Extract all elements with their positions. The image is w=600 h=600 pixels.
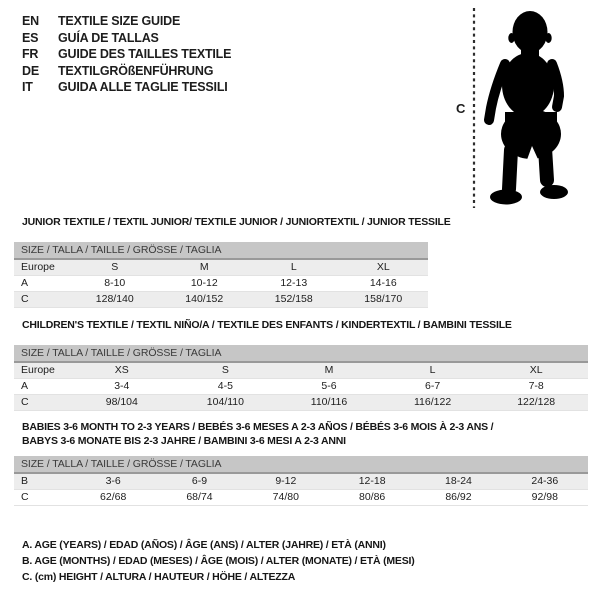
height-label-c: C	[456, 101, 466, 116]
language-label: GUÍA DE TALLAS	[58, 30, 159, 45]
size-cell: 122/128	[517, 396, 556, 408]
language-row	[22, 79, 231, 96]
size-cell: XS	[114, 364, 129, 376]
language-code: EN	[22, 14, 39, 28]
language-row	[22, 13, 231, 30]
size-cell: 6-7	[424, 380, 441, 392]
language-header	[22, 13, 231, 96]
table-row	[14, 260, 428, 276]
size-header-bar: SIZE / TALLA / TAILLE / GRÖSSE / TAGLIA	[14, 456, 588, 474]
size-cell: M	[199, 261, 209, 273]
table-row	[14, 276, 428, 292]
legend-line-a: A. AGE (YEARS) / EDAD (AÑOS) / ÂGE (ANS) / ALTER (JAHRE) / ETÀ (ANNI)	[22, 539, 386, 551]
size-cell: XL	[529, 364, 543, 376]
language-code: ES	[22, 30, 39, 45]
section-title-line: BABIES 3-6 MONTH TO 2-3 YEARS / BEBÉS 3-6 MESES A 2-3 AÑOS / BÉBÉS 3-6 MOIS À 2-3 ANS /	[22, 421, 494, 433]
section-title	[22, 215, 592, 229]
size-cell: 80/86	[359, 491, 386, 503]
language-row	[22, 46, 231, 63]
language-code: FR	[22, 47, 39, 62]
size-cell: 10-12	[190, 277, 218, 289]
row-label: C	[21, 396, 29, 408]
row-label: Europe	[21, 261, 55, 273]
size-cell: 116/122	[413, 396, 452, 408]
legend-line-b: B. AGE (MONTHS) / EDAD (MESES) / ÂGE (MOIS) / ALTER (MONATE) / ETÀ (MESI)	[22, 555, 415, 567]
size-cell: 3-4	[114, 380, 130, 392]
section-title-line: BABYS 3-6 MONATE BIS 2-3 JAHRE / BAMBINI 3-6 MESI A 2-3 ANNI	[22, 435, 346, 447]
size-cell: 74/80	[272, 491, 299, 503]
table-row	[14, 490, 588, 506]
babies-size-table	[14, 456, 588, 506]
size-cell: 152/158	[274, 293, 313, 305]
size-cell: 4-5	[217, 380, 233, 392]
table-row	[14, 379, 588, 395]
size-cell: 98/104	[105, 396, 138, 408]
size-cell: S	[111, 261, 119, 273]
section-title-line: JUNIOR TEXTILE / TEXTIL JUNIOR/ TEXTILE JUNIOR / JUNIORTEXTIL / JUNIOR TESSILE	[22, 216, 451, 228]
language-label: GUIDA ALLE TAGLIE TESSILI	[58, 80, 228, 95]
legend	[22, 537, 415, 585]
height-dashed-line	[472, 8, 476, 208]
size-cell: 140/152	[185, 293, 224, 305]
table-row	[14, 474, 588, 490]
size-cell: 24-36	[531, 475, 559, 487]
toddler-silhouette-icon	[483, 8, 573, 210]
language-label: TEXTILE SIZE GUIDE	[58, 14, 181, 28]
size-cell: 104/110	[206, 396, 244, 408]
table-row	[14, 363, 588, 379]
legend-line-c: C. (cm) HEIGHT / ALTURA / HAUTEUR / HÖHE / ALTEZZA	[22, 571, 296, 583]
row-label: C	[21, 491, 29, 503]
language-row	[22, 30, 231, 47]
size-cell: 110/116	[310, 396, 348, 408]
language-code: DE	[22, 63, 39, 78]
size-cell: S	[221, 364, 229, 376]
junior-size-table	[14, 242, 428, 308]
size-cell: 92/98	[531, 491, 558, 503]
section-title	[22, 318, 592, 332]
language-code: IT	[22, 80, 33, 95]
childrens-textile-section	[14, 318, 592, 411]
size-cell: 14-16	[369, 277, 397, 289]
size-cell: 68/74	[186, 491, 213, 503]
size-cell: 12-18	[358, 475, 386, 487]
size-cell: XL	[376, 261, 390, 273]
size-cell: 86/92	[445, 491, 472, 503]
size-cell: 12-13	[280, 277, 308, 289]
size-cell: 62/68	[100, 491, 127, 503]
section-title-line: CHILDREN'S TEXTILE / TEXTIL NIÑO/A / TEXTILE DES ENFANTS / KINDERTEXTIL / BAMBINI TESSILE	[22, 319, 512, 331]
size-cell: 9-12	[275, 475, 297, 487]
table-row	[14, 292, 428, 308]
babies-textile-section	[14, 420, 592, 506]
size-cell: 6-9	[191, 475, 208, 487]
junior-textile-section	[14, 215, 592, 308]
height-figure	[450, 5, 595, 215]
section-title	[22, 420, 592, 448]
size-cell: 8-10	[104, 277, 126, 289]
size-cell: L	[429, 364, 436, 376]
size-cell: 128/140	[95, 293, 134, 305]
table-row	[14, 395, 588, 411]
size-cell: M	[324, 364, 334, 376]
size-cell: 18-24	[445, 475, 472, 487]
size-cell: 5-6	[321, 380, 337, 392]
childrens-size-table	[14, 345, 588, 411]
language-row	[22, 63, 231, 80]
row-label: C	[21, 293, 29, 305]
row-label: A	[21, 380, 29, 392]
row-label: B	[21, 475, 29, 487]
size-cell: 158/170	[364, 293, 403, 305]
row-label: Europe	[21, 364, 55, 376]
language-label: GUIDE DES TAILLES TEXTILE	[58, 47, 232, 62]
language-label: TEXTILGRÖßENFÜHRUNG	[58, 63, 214, 78]
size-cell: 7-8	[528, 380, 544, 392]
size-cell: 3-6	[105, 475, 121, 487]
size-header-bar: SIZE / TALLA / TAILLE / GRÖSSE / TAGLIA	[14, 345, 588, 363]
row-label: A	[21, 277, 29, 289]
size-header-bar: SIZE / TALLA / TAILLE / GRÖSSE / TAGLIA	[14, 242, 428, 260]
size-cell: L	[290, 261, 297, 273]
